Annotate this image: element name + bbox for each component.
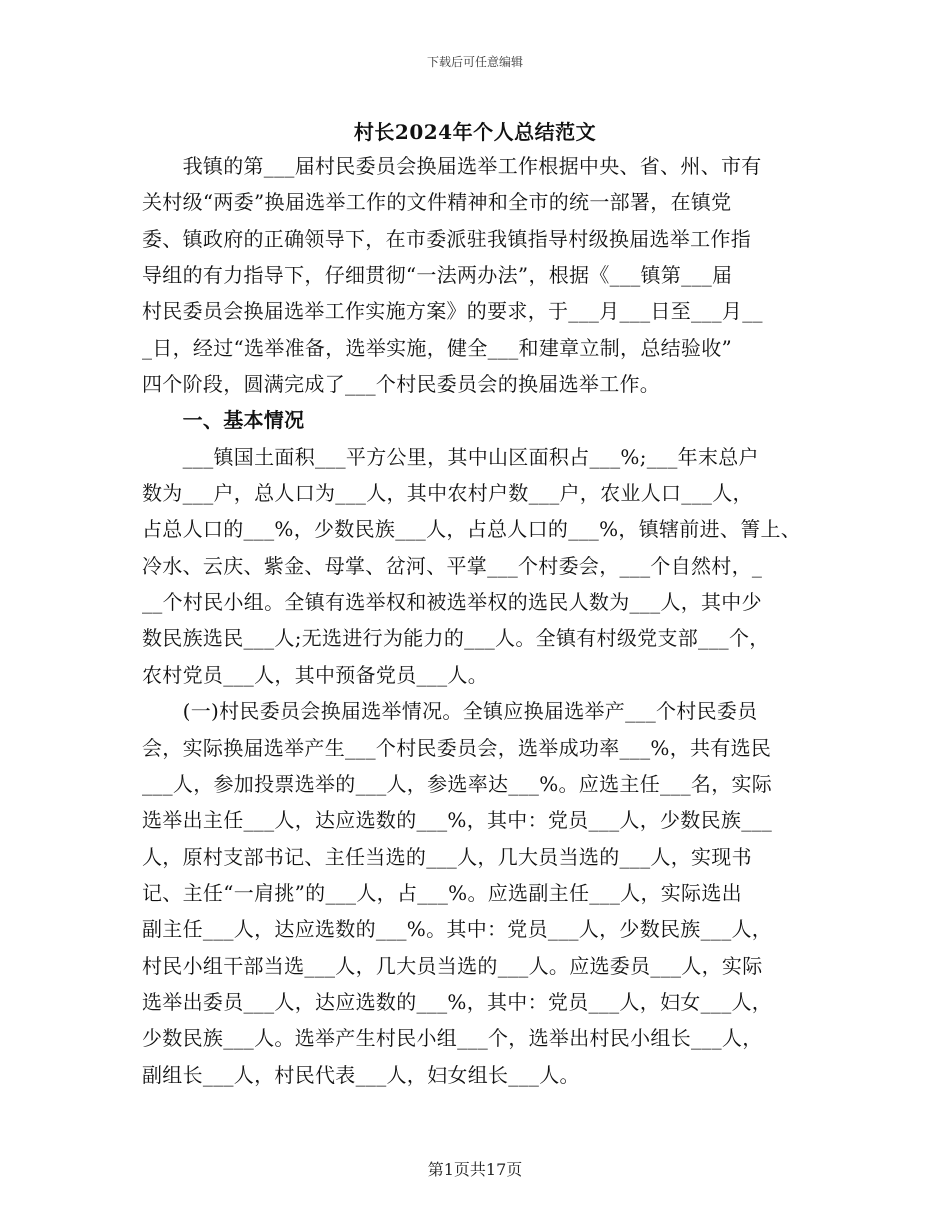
- body-text-line: 村民小组干部当选___人，几大员当选的___人。应选委员___人，实际: [142, 953, 763, 978]
- body-text-line: 数为___户，总人口为___人，其中农村户数___户，农业人口___人，: [142, 481, 753, 506]
- body-text-line: 导组的有力指导下，仔细贯彻“一法两办法”，根据《___镇第___届: [142, 263, 733, 288]
- body-text-line: 占总人口的___%，少数民族___人，占总人口的___%，镇辖前进、箐上、: [142, 517, 802, 542]
- body-text-line: (一)村民委员会换届选举情况。全镇应换届选举产___个村民委员: [142, 699, 758, 724]
- body-text-line: ___人，参加投票选举的___人，参选率达___%。应选主任___名，实际: [142, 771, 773, 796]
- body-text-line: 四个阶段，圆满完成了___个村民委员会的换届选举工作。: [142, 372, 661, 397]
- body-text-line: 我镇的第___届村民委员会换届选举工作根据中央、省、州、市有: [142, 154, 762, 178]
- body-text-line: __个村民小组。全镇有选举权和被选举权的选民人数为___人，其中少: [142, 590, 762, 615]
- body-text-line: 关村级“两委”换届选举工作的文件精神和全市的统一部署，在镇党: [142, 190, 732, 215]
- body-text-line: 村民委员会换届选举工作实施方案》的要求，于___月___日至___月__: [142, 299, 763, 324]
- section-heading: 一、基本情况: [142, 408, 305, 433]
- body-text-line: 副组长___人，村民代表___人，妇女组长___人。: [142, 1062, 580, 1087]
- body-text-line: ___镇国土面积___平方公里，其中山区面积占___%;___年末总户: [142, 444, 759, 469]
- page-footer: 第1页共17页: [427, 1160, 523, 1179]
- body-text-line: 委、镇政府的正确领导下，在市委派驻我镇指导村级换届选举工作指: [142, 226, 751, 251]
- body-text-line: _日，经过“选举准备，选举实施，健全___和建章立制，总结验收”: [142, 335, 733, 360]
- body-text-line: 农村党员___人，其中预备党员___人。: [142, 662, 488, 687]
- body-text-line: 人，原村支部书记、主任当选的___人，几大员当选的___人，实现书: [142, 844, 752, 869]
- document-title: 村长2024年个人总结范文: [353, 120, 597, 144]
- body-text-line: 选举出主任___人，达应选数的___%，其中：党员___人，少数民族___: [142, 808, 773, 833]
- document-body: [142, 148, 814, 1093]
- body-text-line: 会，实际换届选举产生___个村民委员会，选举成功率___%，共有选民: [142, 735, 772, 760]
- body-text-line: 选举出委员___人，达应选数的___%，其中：党员___人，妇女___人，: [142, 989, 773, 1014]
- body-text-line: 记、主任“一肩挑”的___人，占___%。应选副主任___人，实际选出: [142, 880, 742, 905]
- body-text-line: 数民族选民___人;无选进行为能力的___人。全镇有村级党支部___个，: [142, 626, 770, 651]
- page-header-note: 下载后可任意编辑: [426, 55, 523, 69]
- body-text-line: 副主任___人，达应选数的___%。其中：党员___人，少数民族___人，: [142, 917, 773, 942]
- body-text-line: 冷水、云庆、紫金、母掌、岔河、平掌___个村委会，___个自然村，_: [142, 553, 763, 578]
- body-text-line: 少数民族___人。选举产生村民小组___个，选举出村民小组长___人，: [142, 1026, 763, 1051]
